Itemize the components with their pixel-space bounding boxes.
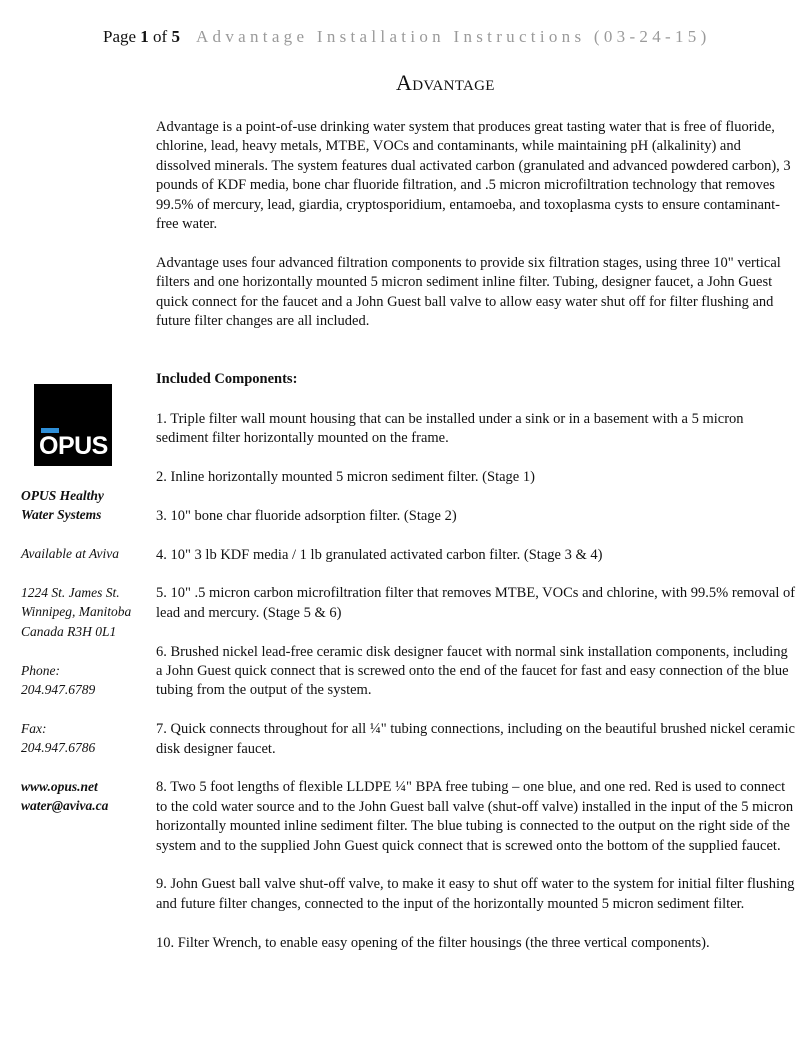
component-item-7: 7. Quick connects throughout for all ¼" tubing connections, including on the beautiful brushed nickel ceramic disk designer faucet. (156, 721, 795, 757)
company-name-line2: Water Systems (21, 507, 102, 523)
address-line-2: Winnipeg, Manitoba (21, 604, 132, 620)
main-content (156, 118, 796, 953)
contact-sidebar (21, 384, 146, 816)
component-item-5: 5. 10" .5 micron carbon microfiltration filter that removes MTBE, VOCs and chlorine, with 99.5% removal of lead and mercury. (Stage 5 & 6) (156, 585, 796, 621)
intro-paragraph-2: Advantage uses four advanced filtration components to provide six filtration stages, using three 10" vertical filters and one horizontally mounted 5 micron sediment inline filter. Tubing, designer faucet, a John Guest quick connect for the faucet and a John Guest ball valve to allow easy water shut off for filter flushing and future filter changes are all included. (156, 254, 781, 330)
page-of: of (148, 27, 172, 46)
component-item-1: 1. Triple filter wall mount housing that can be installed under a sink or in a basement with a 5 micron sediment filter horizontally mounted on the frame. (156, 410, 744, 447)
page-current: 1 (140, 27, 149, 46)
component-item-2: 2. Inline horizontally mounted 5 micron sediment filter. (Stage 1) (156, 469, 535, 486)
document-title: Advantage Installation Instructions (03-24-15) (195, 27, 711, 46)
website-link[interactable]: www.opus.net (21, 779, 98, 795)
email-link[interactable]: water@aviva.ca (21, 798, 109, 814)
opus-logo (34, 384, 112, 466)
phone-number: 204.947.6789 (21, 682, 96, 698)
company-name-line1: OPUS Healthy (21, 488, 104, 503)
components-heading: Included Components: (156, 371, 298, 388)
logo-text: OPUS (39, 432, 108, 460)
phone-label: Phone: (21, 662, 60, 678)
component-item-4: 4. 10" 3 lb KDF media / 1 lb granulated activated carbon filter. (Stage 3 & 4) (156, 546, 603, 563)
component-item-10: 10. Filter Wrench, to enable easy opening of the filter housings (the three vertical components). (156, 934, 710, 951)
component-item-9: 9. John Guest ball valve shut-off valve, to make it easy to shut off water to the system for initial filter flushing and future filter changes, connected to the input of the horizontally mounted 5 micron sediment filter. (156, 876, 795, 912)
components-list (156, 410, 796, 953)
page-label: Page (103, 27, 141, 46)
page-total: 5 (171, 27, 180, 46)
component-item-6: 6. Brushed nickel lead-free ceramic disk designer faucet with normal sink installation components, including a John Guest quick connect that is screwed onto the end of the faucet for fast and easy connection of the blue tubing from the output of the system. (156, 643, 789, 699)
component-item-3: 3. 10" bone char fluoride adsorption filter. (Stage 2) (156, 507, 457, 524)
availability-text: Available at Aviva (21, 546, 119, 562)
component-item-8: 8. Two 5 foot lengths of flexible LLDPE ¼" BPA free tubing – one blue, and one red. Red is used to connect to the cold water source and to the John Guest ball valve (shut-off valve) installed in the input of the 5 micron horizontally mounted inline sediment filter. The blue tubing is connected to the output on the right side of the system and to the supplied John Guest quick connect that is screwed onto the bottom of the supplied faucet. (156, 779, 794, 854)
intro-paragraph-1: Advantage is a point-of-use drinking water system that produces great tasting water that is free of fluoride, chlorine, lead, heavy metals, MTBE, VOCs and contaminants, while maintaining pH (alkalinity) and dissolved minerals. The system features dual activated carbon (granulated and advanced powdered carbon), 3 pounds of KDF media, bone char fluoride filtration, and .5 micron microfiltration technology that removes 99.5% of mercury, lead, giardia, cryptosporidium, entamoeba, and toxoplasma cysts to ensure contaminant-free water. (156, 119, 791, 233)
page-title: Advantage (396, 70, 495, 95)
address-line-1: 1224 St. James St. (21, 585, 120, 600)
address-line-3: Canada R3H 0L1 (21, 623, 117, 639)
fax-number: 204.947.6786 (21, 740, 96, 756)
fax-label: Fax: (21, 720, 47, 736)
page-header (103, 27, 711, 47)
